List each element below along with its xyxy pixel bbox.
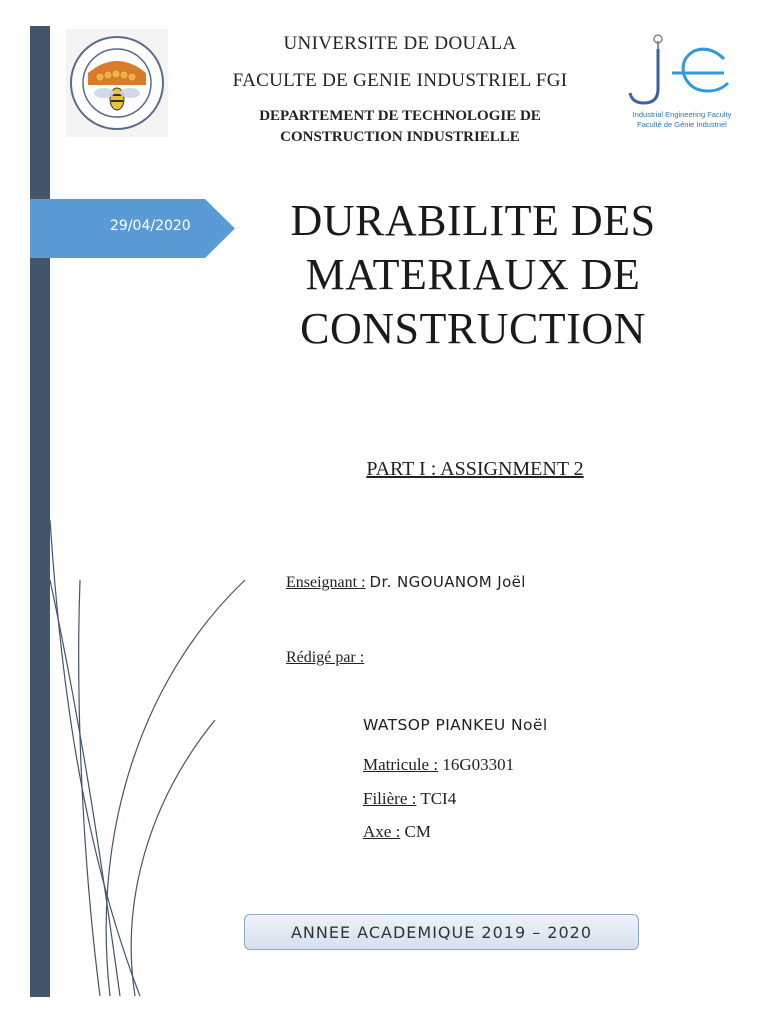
fgi-caption-line1: Industrial Engineering Faculty <box>632 110 732 119</box>
teacher-value: Dr. NGOUANOM Joël <box>369 573 526 591</box>
matricule-line <box>363 755 514 775</box>
filiere-line <box>363 789 456 809</box>
document-title <box>248 194 698 356</box>
part-subtitle: PART I : ASSIGNMENT 2 <box>366 458 584 480</box>
department-name <box>170 106 630 148</box>
filiere-value: TCI4 <box>420 789 457 808</box>
fgi-caption-line2: Faculté de Génie Industriel <box>637 120 727 129</box>
student-name: WATSOP PIANKEU Noël <box>363 716 548 734</box>
university-seal-logo <box>66 29 168 137</box>
filiere-label: Filière : <box>363 789 417 808</box>
university-name: UNIVERSITE DE DOUALA <box>283 33 517 54</box>
axe-value: CM <box>404 822 432 841</box>
title-line1: DURABILITE DES <box>290 196 656 245</box>
teacher-label: Enseignant : <box>286 574 366 591</box>
matricule-value: 16G03301 <box>442 755 515 774</box>
axe-label: Axe : <box>363 822 401 841</box>
teacher-line <box>286 573 526 592</box>
fgi-logo-caption <box>624 110 740 130</box>
title-line3: CONSTRUCTION <box>300 304 646 353</box>
department-line2: CONSTRUCTION INDUSTRIELLE <box>280 129 520 145</box>
department-line1: DEPARTEMENT DE TECHNOLOGIE DE <box>259 108 541 124</box>
faculty-name: FACULTE DE GENIE INDUSTRIEL FGI <box>232 70 568 91</box>
date-text: 29/04/2020 <box>110 218 191 234</box>
academic-year-box: ANNEE ACADEMIQUE 2019 – 2020 <box>244 914 639 950</box>
matricule-label: Matricule : <box>363 755 439 774</box>
title-line2: MATERIAUX DE <box>305 250 641 299</box>
axe-line <box>363 822 431 842</box>
written-by-label: Rédigé par : <box>286 649 365 666</box>
decorative-swirl-lines <box>40 520 260 1000</box>
